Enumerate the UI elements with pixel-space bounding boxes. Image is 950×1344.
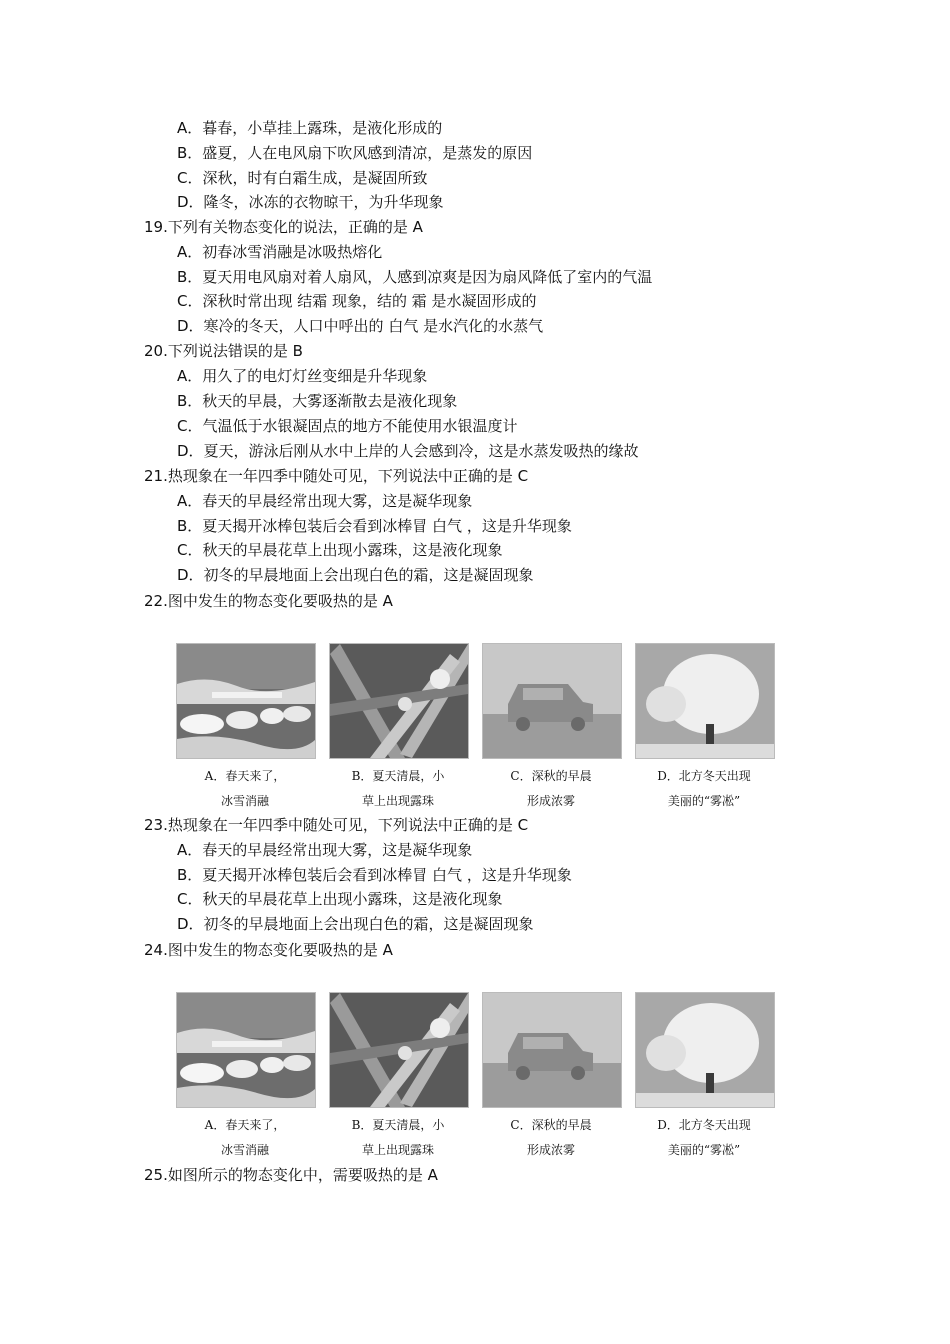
q21-option-b: B．夏天揭开冰棒包装后会看到冰棒冒 白气 ，这是升华现象 [177,517,572,535]
q24-caption-d-line1: D．北方冬天出现 [657,1118,751,1132]
q24-caption-c-line1: C．深秋的早晨 [510,1118,592,1132]
q24-caption-c-line2: 形成浓雾 [526,1143,575,1157]
q20-option-b: B．秋天的早晨，大雾逐渐散去是液化现象 [177,392,458,410]
q22-caption-b-line1: B．夏天清晨，小 [351,769,445,783]
q24-caption-a-line2: 冰雪消融 [220,1143,269,1157]
q24-stem: 24.图中发生的物态变化要吸热的是 A [144,941,393,959]
q25-stem: 25.如图所示的物态变化中，需要吸热的是 A [144,1166,438,1184]
q19-stem: 19.下列有关物态变化的说法，正确的是 A [144,218,423,236]
q24-caption-d-line2: 美丽的“雾凇” [667,1143,741,1157]
q21-option-a: A．春天的早晨经常出现大雾，这是凝华现象 [177,492,473,510]
q18-option-d: D．隆冬，冰冻的衣物晾干，为升华现象 [177,193,444,211]
q22-caption-a-line1: A．春天来了， [204,769,286,783]
snow-melting-photo [176,992,316,1108]
q24-figure-row [176,992,776,1108]
q24-caption-b-line2: 草上出现露珠 [361,1143,434,1157]
q22-caption-d-line2: 美丽的“雾凇” [667,794,741,808]
q23-option-a: A．春天的早晨经常出现大雾，这是凝华现象 [177,841,473,859]
q20-option-d: D．夏天，游泳后刚从水中上岸的人会感到冷，这是水蒸发吸热的缘故 [177,442,639,460]
dew-on-grass-photo [329,992,469,1108]
q22-caption-b-line2: 草上出现露珠 [361,794,434,808]
q22-caption-c-line1: C．深秋的早晨 [510,769,592,783]
dew-on-grass-photo [329,643,469,759]
q23-stem: 23.热现象在一年四季中随处可见，下列说法中正确的是 C [144,816,529,834]
q19-option-a: A．初春冰雪消融是冰吸热熔化 [177,243,383,261]
q18-option-b: B．盛夏，人在电风扇下吹风感到清凉，是蒸发的原因 [177,144,533,162]
rime-tree-photo [635,992,775,1108]
fog-car-photo [482,643,622,759]
q19-option-d: D．寒冷的冬天，人口中呼出的 白气 是水汽化的水蒸气 [177,317,544,335]
q18-option-a: A．暮春，小草挂上露珠，是液化形成的 [177,119,443,137]
q22-caption-a-line2: 冰雪消融 [220,794,269,808]
q18-option-c: C．深秋，时有白霜生成，是凝固所致 [177,169,428,187]
q22-caption-c-line2: 形成浓雾 [526,794,575,808]
q21-stem: 21.热现象在一年四季中随处可见，下列说法中正确的是 C [144,467,529,485]
snow-melting-photo [176,643,316,759]
q24-caption-b-line1: B．夏天清晨，小 [351,1118,445,1132]
q19-option-b: B．夏天用电风扇对着人扇风，人感到凉爽是因为扇风降低了室内的气温 [177,268,653,286]
q23-option-d: D．初冬的早晨地面上会出现白色的霜，这是凝固现象 [177,915,534,933]
q24-caption-a-line1: A．春天来了， [204,1118,286,1132]
q22-caption-d-line1: D．北方冬天出现 [657,769,751,783]
q19-option-c: C．深秋时常出现 结霜 现象，结的 霜 是水凝固形成的 [177,292,537,310]
q22-figure-row [176,643,776,759]
q20-option-a: A．用久了的电灯灯丝变细是升华现象 [177,367,428,385]
q22-stem: 22.图中发生的物态变化要吸热的是 A [144,592,393,610]
q23-option-b: B．夏天揭开冰棒包装后会看到冰棒冒 白气 ，这是升华现象 [177,866,572,884]
q20-stem: 20.下列说法错误的是 B [144,342,303,360]
q23-option-c: C．秋天的早晨花草上出现小露珠，这是液化现象 [177,890,503,908]
q21-option-c: C．秋天的早晨花草上出现小露珠，这是液化现象 [177,541,503,559]
fog-car-photo [482,992,622,1108]
q21-option-d: D．初冬的早晨地面上会出现白色的霜，这是凝固现象 [177,566,534,584]
rime-tree-photo [635,643,775,759]
q20-option-c: C．气温低于水银凝固点的地方不能使用水银温度计 [177,417,518,435]
